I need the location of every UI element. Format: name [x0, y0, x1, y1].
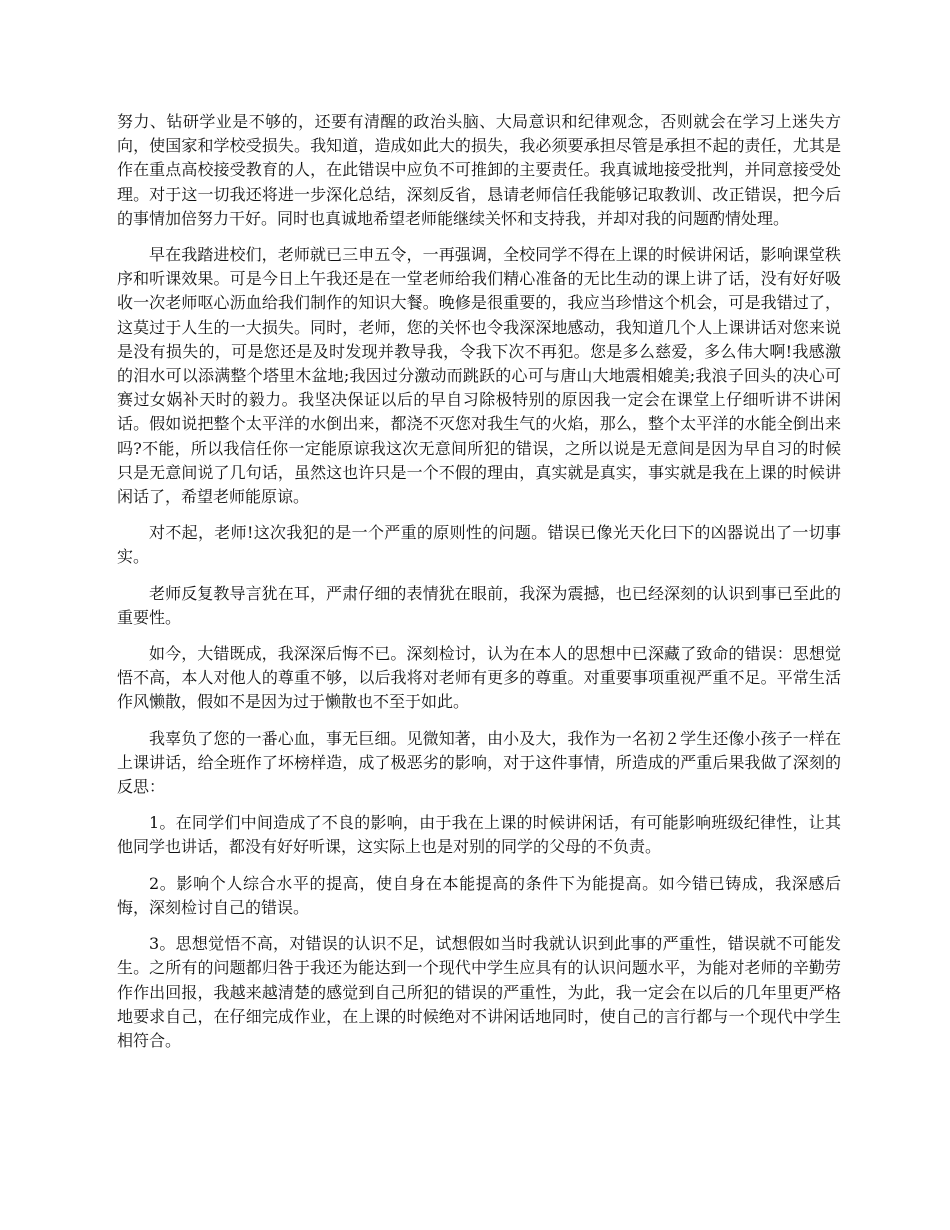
paragraph: 对不起，老师!这次我犯的是一个严重的原则性的问题。错误已像光天化曰下的凶器说出了一切事实。	[117, 523, 841, 567]
document-body	[117, 110, 841, 1065]
paragraph: 老师反复教导言犹在耳，严肃仔细的表情犹在眼前，我深为震撼，也已经深刻的认识到事已至此的重要性。	[117, 583, 841, 627]
list-item-3: 3。思想觉悟不高，对错误的认识不足，试想假如当时我就认识到此事的严重性，错误就不可能发生。之所有的问题都归咎于我还为能达到一个现代中学生应具有的认识问题水平，为能对老师的辛勤劳作作出回报，我越来越清楚的感觉到自己所犯的错误的严重性，为此，我一定会在以后的几年里更严格地要求自己，在仔细完成作业，在上课的时候绝对不讲闲话地同时，使自己的言行都与一个现代中学生相符合。	[117, 934, 841, 1050]
list-item-1: 1。在同学们中间造成了不良的影响，由于我在上课的时候讲闲话，有可能影响班级纪律性，让其他同学也讲话，都没有好好听课，这实际上也是对别的同学的父母的不负责。	[117, 813, 841, 857]
list-item-2: 2。影响个人综合水平的提高，使自身在本能提高的条件下为能提高。如今错已铸成，我深感后悔，深刻检讨自己的错误。	[117, 873, 841, 917]
paragraph: 我辜负了您的一番心血，事无巨细。见微知著，由小及大，我作为一名初２学生还像小孩子一样在上课讲话，给全班作了坏榜样造，成了极恶劣的影响，对于这件事情，所造成的严重后果我做了深刻的反思：	[117, 728, 841, 797]
paragraph: 如今，大错既成，我深深后悔不已。深刻检讨，认为在本人的思想中已深藏了致命的错误：思想觉悟不高，本人对他人的尊重不够，以后我将对老师有更多的尊重。对重要事项重视严重不足。平常生活作风懒散，假如不是因为过于懒散也不至于如此。	[117, 644, 841, 712]
paragraph: 努力、钻研学业是不够的，还要有清醒的政治头脑、大局意识和纪律观念，否则就会在学习上迷失方向，使国家和学校受损失。我知道，造成如此大的损失，我必须要承担尽管是承担不起的责任，尤其是作在重点高校接受教育的人，在此错误中应负不可推卸的主要责任。我真诚地接受批判，并同意接受处理。对于这一切我还将进一步深化总结，深刻反省，恳请老师信任我能够记取教训、改正错误，把今后的事情加倍努力干好。同时也真诚地希望老师能继续关怀和支持我，并却对我的问题酌情处理。	[117, 112, 841, 228]
paragraph: 早在我踏进校们，老师就已三申五令，一再强调，全校同学不得在上课的时候讲闲话，影响课堂秩序和听课效果。可是今日上午我还是在一堂老师给我们精心准备的无比生动的课上讲了话，没有好好吸收一次老师呕心沥血给我们制作的知识大餐。晚修是很重要的，我应当珍惜这个机会，可是我错过了，这莫过于人生的一大损失。同时，老师，您的关怀也令我深深地感动，我知道几个人上课讲话对您来说是没有损失的，可是您还是及时发现并教导我，令我下次不再犯。您是多么慈爱，多么伟大啊!我感激的泪水可以添满整个塔里木盆地;我因过分激动而跳跃的心可与唐山大地震相媲美;我浪子回头的决心可赛过女娲补天时的毅力。我坚决保证以后的早自习除极特别的原因我一定会在课堂上仔细听讲不讲闲话。假如说把整个太平洋的水倒出来，都浇不灭您对我生气的火焰，那么，整个太平洋的水能全倒出来吗?不能，所以我信任你一定能原谅我这次无意间所犯的错误，之所以说是无意间是因为早自习的时候只是无意间说了几句话，虽然这也许只是一个不假的理由，真实就是真实，事实就是我在上课的时候讲闲话了，希望老师能原谅。	[117, 245, 841, 507]
